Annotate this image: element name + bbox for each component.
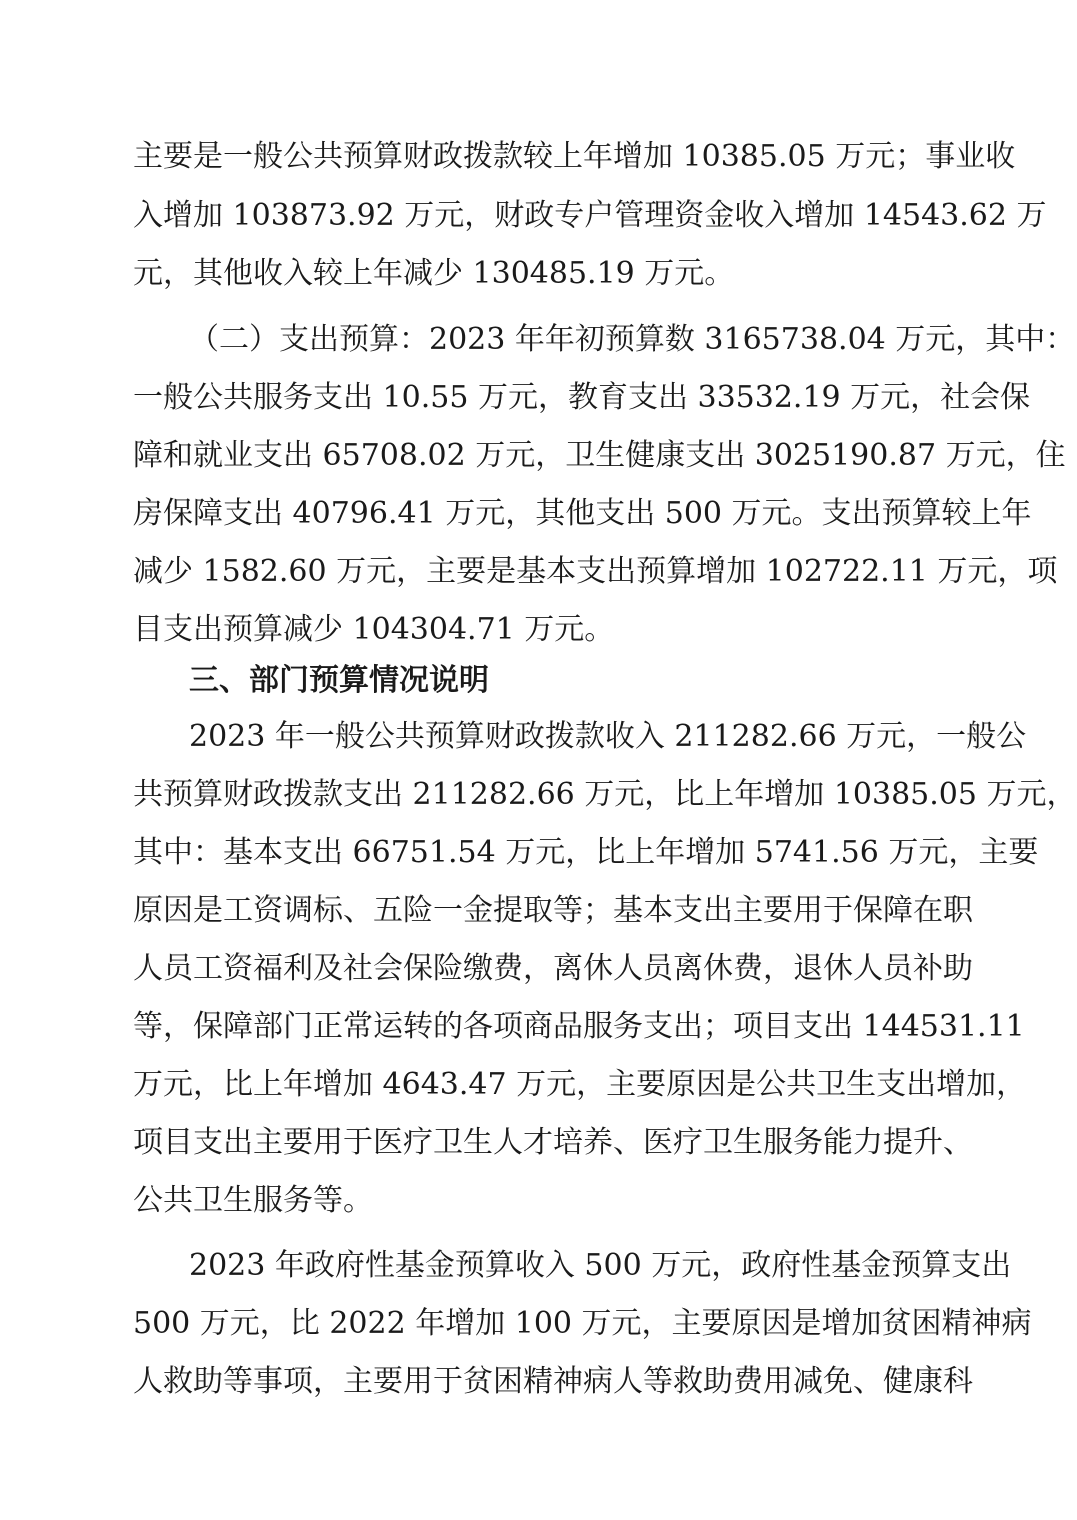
text-line: 元，其他收入较上年减少 130485.19 万元。 xyxy=(133,256,735,291)
text-line: 公共卫生服务等。 xyxy=(133,1183,373,1218)
text-line: 入增加 103873.92 万元，财政专户管理资金收入增加 14543.62 万 xyxy=(133,198,1047,233)
text-line: 万元，比上年增加 4643.47 万元，主要原因是公共卫生支出增加， xyxy=(133,1067,1027,1102)
text-line: 障和就业支出 65708.02 万元，卫生健康支出 3025190.87 万元，住 xyxy=(133,438,1066,473)
text-line: 共预算财政拨款支出 211282.66 万元，比上年增加 10385.05 万元， xyxy=(133,777,1077,812)
text-line: 2023 年一般公共预算财政拨款收入 211282.66 万元，一般公 xyxy=(189,719,1027,754)
text-line: 2023 年政府性基金预算收入 500 万元，政府性基金预算支出 xyxy=(189,1248,1012,1283)
text-line: （二）支出预算：2023 年年初预算数 3165738.04 万元，其中： xyxy=(189,322,1076,357)
text-line: 房保障支出 40796.41 万元，其他支出 500 万元。支出预算较上年 xyxy=(133,496,1032,531)
text-line: 减少 1582.60 万元，主要是基本支出预算增加 102722.11 万元，项 xyxy=(133,554,1058,589)
text-line: 一般公共服务支出 10.55 万元，教育支出 33532.19 万元，社会保 xyxy=(133,380,1031,415)
text-line: 人救助等事项，主要用于贫困精神病人等救助费用减免、健康科 xyxy=(133,1364,973,1399)
section-heading: 三、部门预算情况说明 xyxy=(189,663,489,698)
text-line: 原因是工资调标、五险一金提取等；基本支出主要用于保障在职 xyxy=(133,893,973,928)
text-line: 人员工资福利及社会保险缴费，离休人员离休费，退休人员补助 xyxy=(133,951,973,986)
text-line: 主要是一般公共预算财政拨款较上年增加 10385.05 万元；事业收 xyxy=(133,139,1016,174)
text-line: 项目支出主要用于医疗卫生人才培养、医疗卫生服务能力提升、 xyxy=(133,1125,973,1160)
text-line: 目支出预算减少 104304.71 万元。 xyxy=(133,612,615,647)
text-line: 其中：基本支出 66751.54 万元，比上年增加 5741.56 万元，主要 xyxy=(133,835,1039,870)
text-line: 等，保障部门正常运转的各项商品服务支出；项目支出 144531.11 xyxy=(133,1009,1025,1044)
text-line: 500 万元，比 2022 年增加 100 万元，主要原因是增加贫困精神病 xyxy=(133,1306,1032,1341)
